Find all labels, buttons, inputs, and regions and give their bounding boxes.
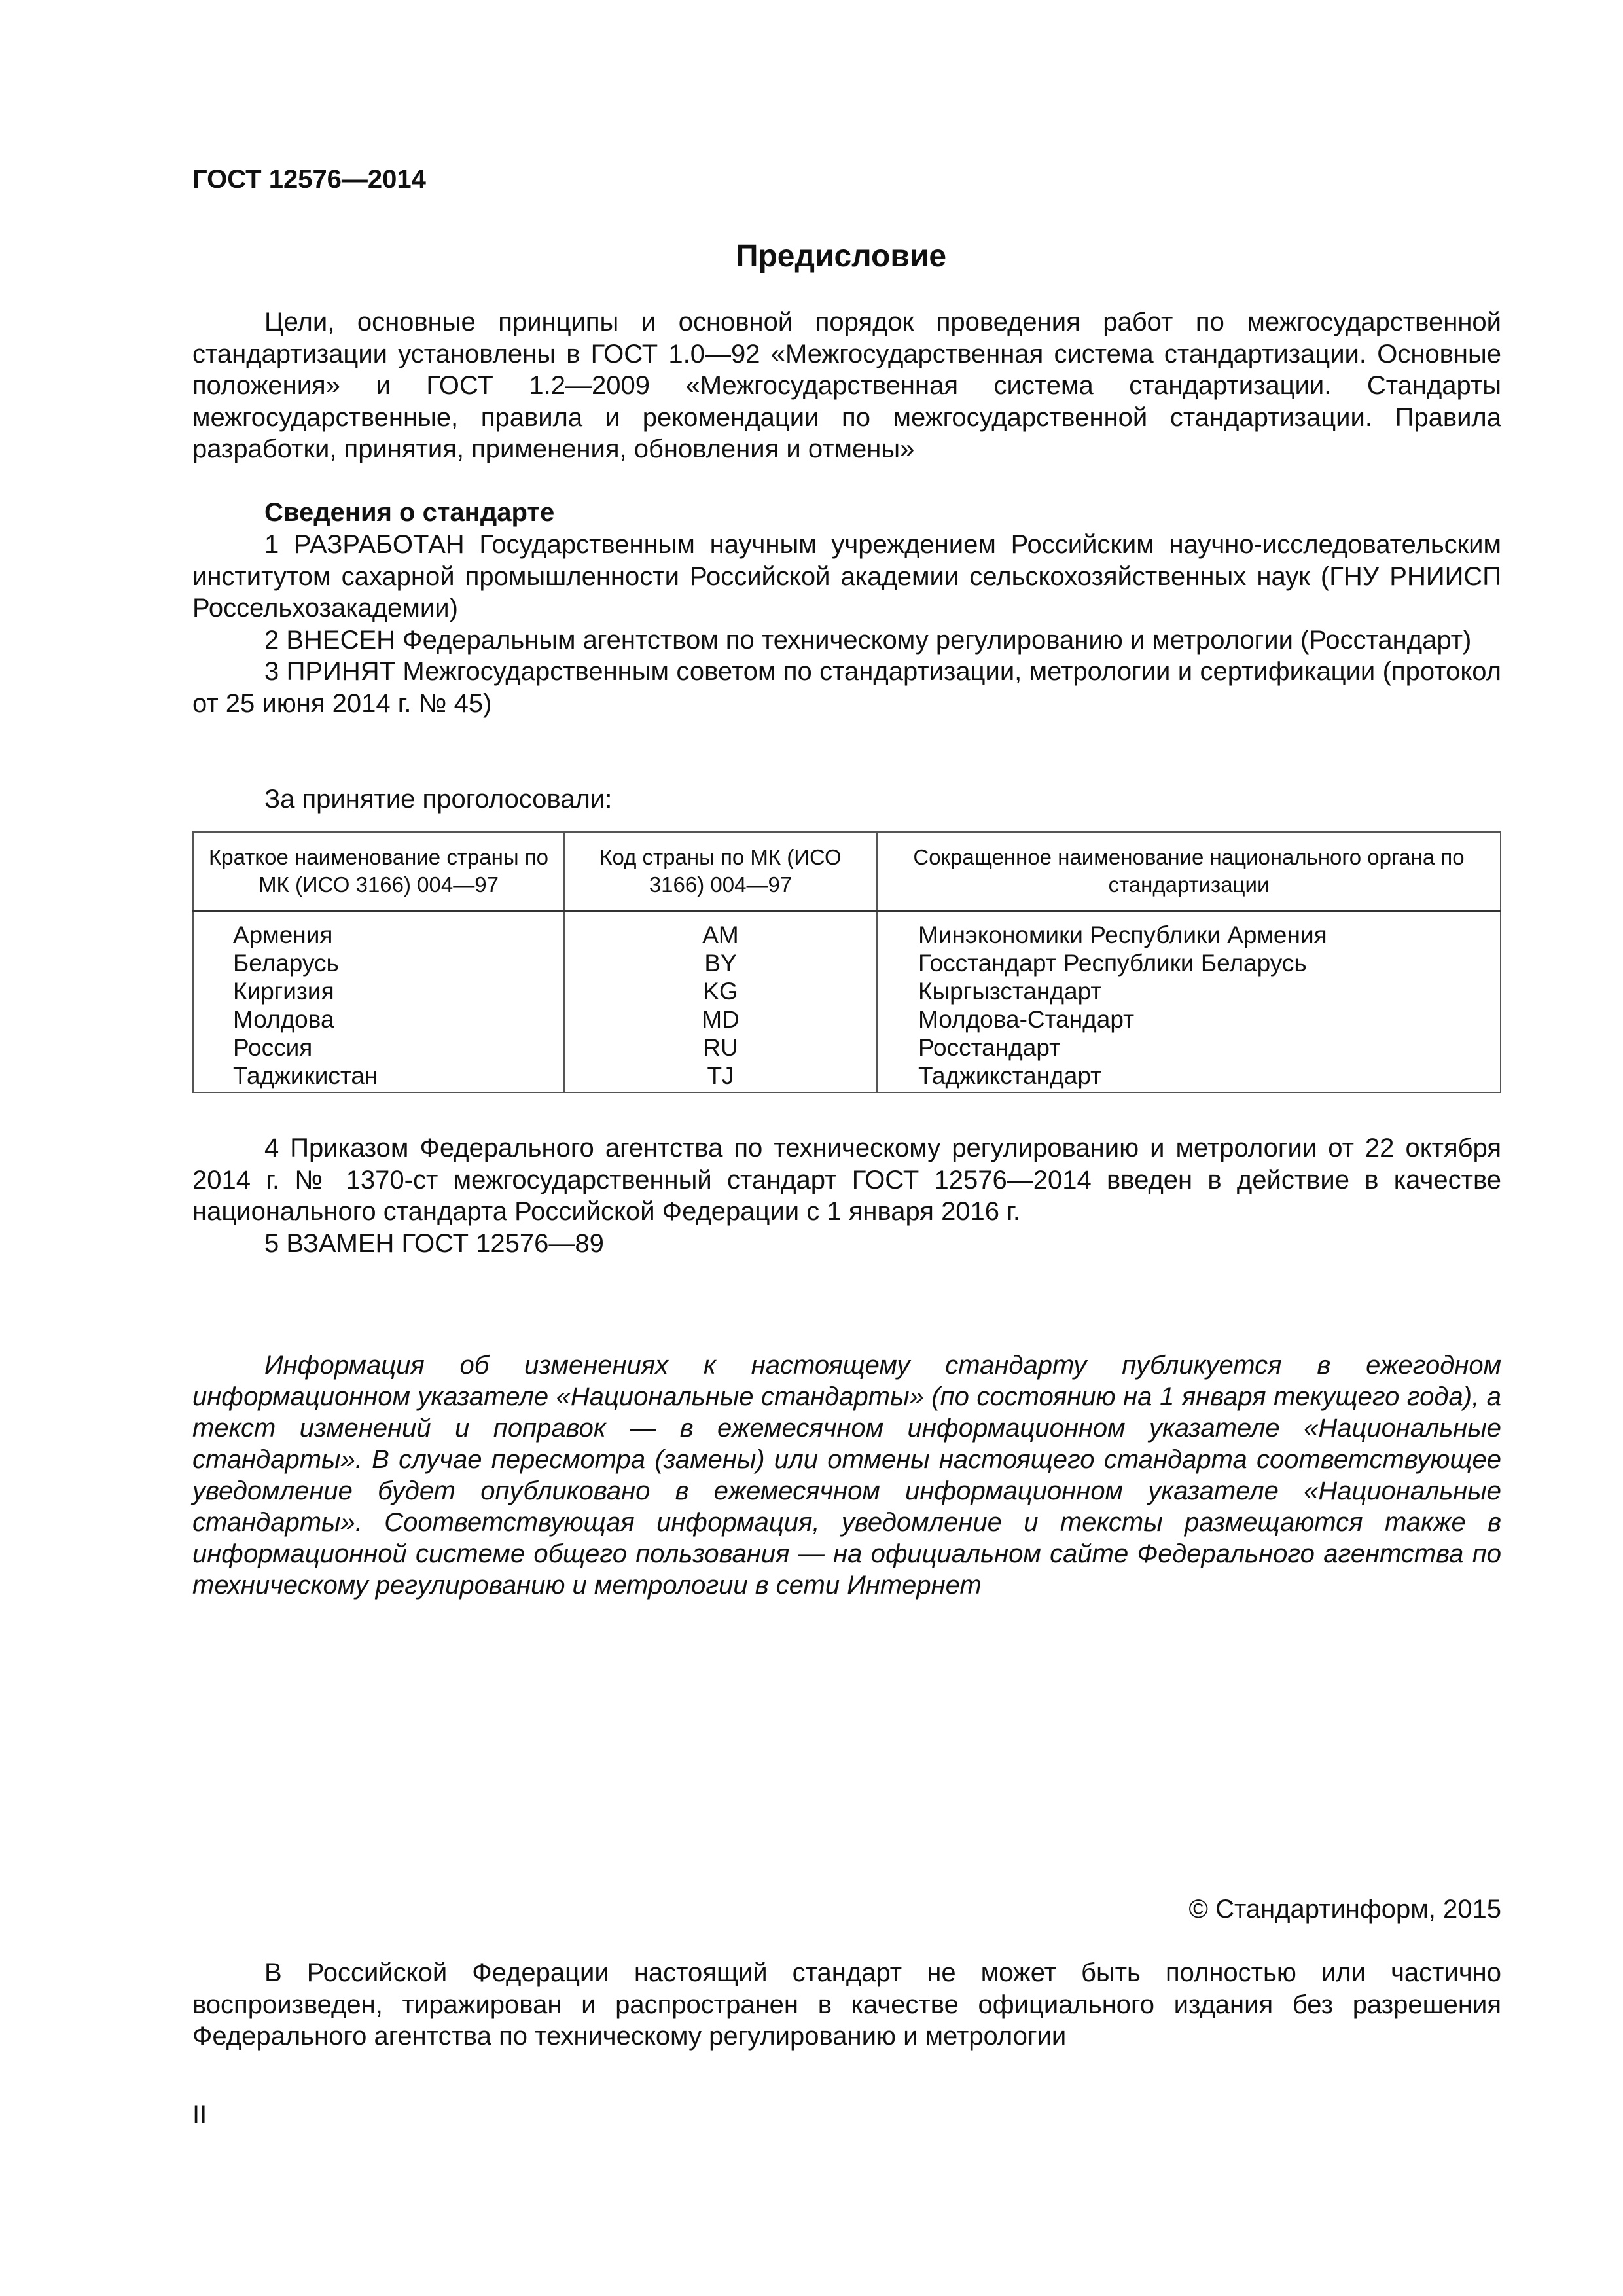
cell-code: AM bbox=[564, 911, 877, 950]
intro-paragraph: Цели, основные принципы и основной порядок проведения работ по межгосударственной стандартизации установлены в ГОСТ 1.0—92 «Межгосударственная система стандартизации. Основные положения» и ГОСТ 1.2—2009 «Межгосударственная система стандартизации. Стандарты межгосударственные, правила и рекомендации по межгосударственной стандартизации. Правила разработки, принятия, применения, обновления и отмены» bbox=[192, 308, 1501, 463]
info-item-developed: 1 РАЗРАБОТАН Государственным научным учреждением Российским научно-исследовательским институтом сахарной промышленности Российской академии сельскохозяйственных наук (ГНУ РНИИСП Россельхозакадемии) bbox=[192, 530, 1501, 622]
header-country-code: Код страны по МК (ИСО 3166) 004—97 bbox=[564, 832, 877, 911]
cell-country: Молдова bbox=[193, 1005, 564, 1033]
page-title: Предисловие bbox=[735, 239, 947, 274]
vote-table bbox=[192, 831, 1501, 1093]
cell-country: Россия bbox=[193, 1033, 564, 1062]
cell-country: Киргизия bbox=[193, 977, 564, 1005]
cell-body: Кыргызстандарт bbox=[877, 977, 1501, 1005]
info-item-replaces: 5 ВЗАМЕН ГОСТ 12576—89 bbox=[264, 1229, 604, 1258]
cell-country: Беларусь bbox=[193, 949, 564, 977]
standard-info-heading: Сведения о стандарте bbox=[264, 498, 555, 527]
page-number: II bbox=[192, 2100, 207, 2129]
cell-body: Таджикстандарт bbox=[877, 1062, 1501, 1092]
cell-code: KG bbox=[564, 977, 877, 1005]
table-row bbox=[193, 1062, 1501, 1092]
vote-label: За принятие проголосовали: bbox=[264, 785, 613, 814]
table-row bbox=[193, 1005, 1501, 1033]
change-info-paragraph: Информация об изменениях к настоящему стандарту публикуется в ежегодном информационном указателе «Национальные стандарты» (по состоянию на 1 января текущего года), а текст изменений и поправок — в ежемесячном информационном указателе «Национальные стандарты». В случае пересмотра (замены) или отмены настоящего стандарта соответствующее уведомление будет опубликовано в ежемесячном информационном указателе «Национальные стандарты». Соответствующая информация, уведомление и тексты размещаются также в информационной системе общего пользования — на официальном сайте Федерального агентства по техническому регулированию и метрологии в сети Интернет bbox=[192, 1351, 1501, 1600]
table-row bbox=[193, 911, 1501, 950]
cell-body: Минэкономики Республики Армения bbox=[877, 911, 1501, 950]
standard-info-items-continued bbox=[192, 1132, 1501, 1259]
cell-body: Госстандарт Республики Беларусь bbox=[877, 949, 1501, 977]
header-country: Краткое наименование страны по МК (ИСО 3166) 004—97 bbox=[193, 832, 564, 911]
standard-info-items bbox=[192, 529, 1501, 719]
cell-code: BY bbox=[564, 949, 877, 977]
cell-country: Таджикистан bbox=[193, 1062, 564, 1092]
table-row bbox=[193, 949, 1501, 977]
cell-country: Армения bbox=[193, 911, 564, 950]
cell-body: Молдова-Стандарт bbox=[877, 1005, 1501, 1033]
copyright-line: © Стандартинформ, 2015 bbox=[1188, 1895, 1501, 1924]
header-national-body: Сокращенное наименование национального органа по стандартизации bbox=[877, 832, 1501, 911]
copyright-note: В Российской Федерации настоящий стандарт не может быть полностью или частично воспроизведен, тиражирован и распространен в качестве официального издания без разрешения Федерального агентства по техническому регулированию и метрологии bbox=[192, 1958, 1501, 2051]
info-item-introduced: 2 ВНЕСЕН Федеральным агентством по техническому регулированию и метрологии (Росстандарт) bbox=[264, 625, 1472, 655]
cell-body: Росстандарт bbox=[877, 1033, 1501, 1062]
info-item-adopted: 3 ПРИНЯТ Межгосударственным советом по стандартизации, метрологии и сертификации (протокол от 25 июня 2014 г. № 45) bbox=[192, 657, 1501, 718]
cell-code: MD bbox=[564, 1005, 877, 1033]
table-row bbox=[193, 977, 1501, 1005]
table-row bbox=[193, 1033, 1501, 1062]
info-item-order: 4 Приказом Федерального агентства по техническому регулированию и метрологии от 22 октября 2014 г. № 1370-ст межгосударственный стандарт ГОСТ 12576—2014 введен в действие в качестве национального стандарта Российской Федерации с 1 января 2016 г. bbox=[192, 1134, 1501, 1226]
document-header-standard-id: ГОСТ 12576—2014 bbox=[192, 165, 426, 194]
cell-code: TJ bbox=[564, 1062, 877, 1092]
vote-table-header-row bbox=[193, 832, 1501, 911]
cell-code: RU bbox=[564, 1033, 877, 1062]
